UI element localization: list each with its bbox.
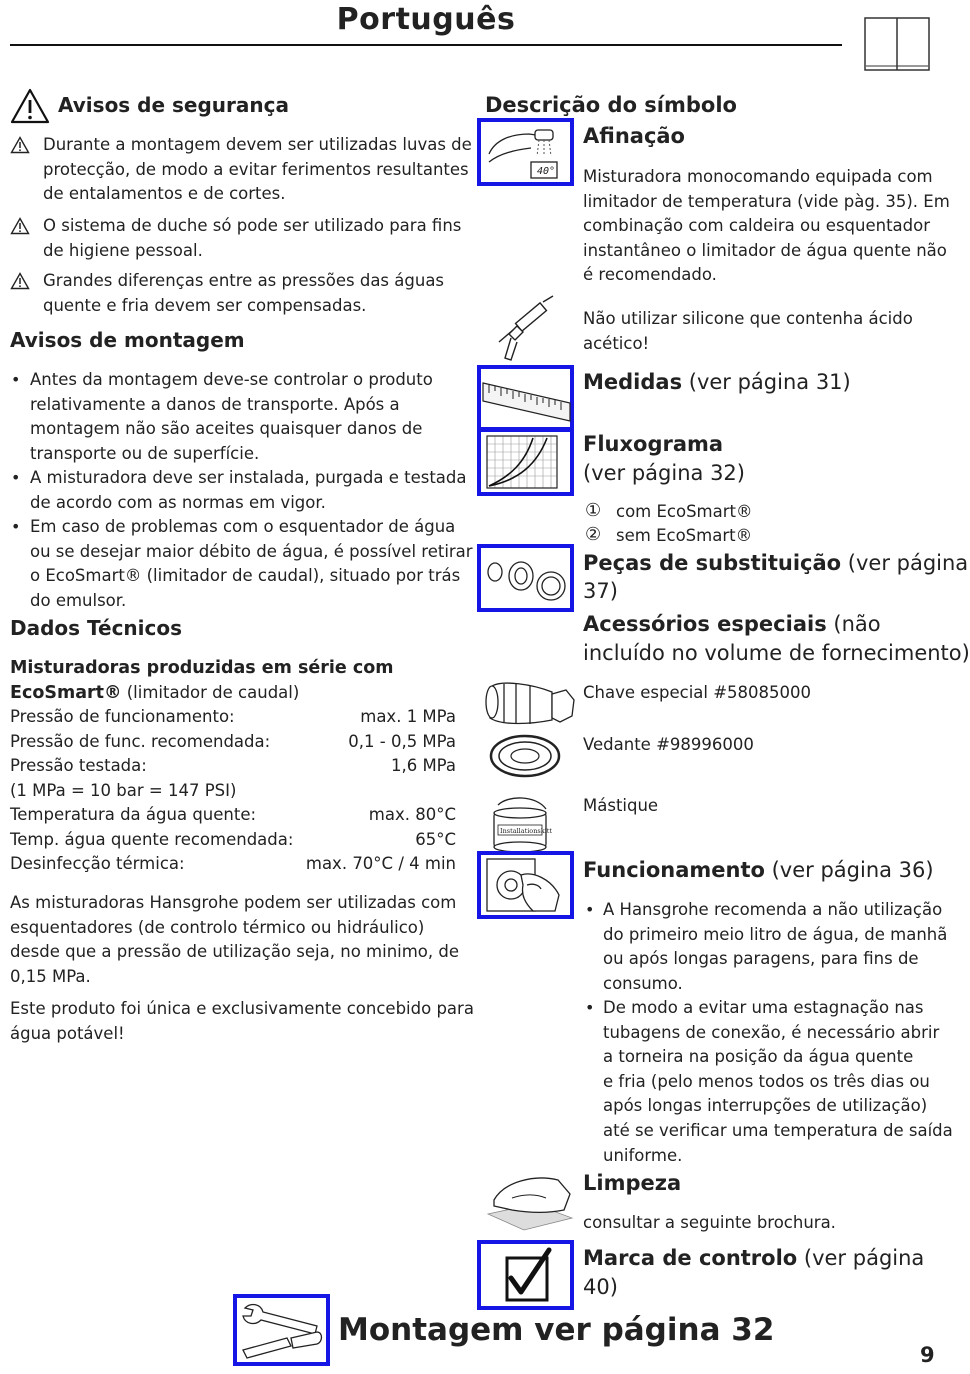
silicone-text: Não utilizar silicone que contenha ácido acético! (583, 309, 913, 353)
marca-ref: 40) (583, 1275, 618, 1299)
tech-title: Dados Técnicos (10, 616, 183, 640)
bullet: • (11, 517, 21, 536)
symbol-title: Descrição do símbolo (485, 93, 737, 117)
tech-row: Pressão de funcionamento: max. 1 MPa (10, 707, 456, 726)
pecas-ref: 37) (583, 579, 618, 603)
gasket-icon (488, 732, 562, 780)
bullet: • (585, 998, 595, 1017)
assembly-title: Avisos de montagem (10, 328, 245, 352)
tech-subtitle-line2: EcoSmart® (limitador de caudal) (10, 683, 300, 703)
safety-item: Durante a montagem devem ser utilizadas luvas de protecção, de modo a evitar ferimentos resultantes de entalamentos e de cortes. (43, 135, 472, 204)
potable-paragraph: Este produto foi única e exclusivamente concebido para água potável! (10, 999, 474, 1043)
special-key-icon (482, 676, 576, 732)
page-title: Português (336, 2, 516, 37)
vedante-text: Vedante #98996000 (583, 735, 754, 754)
bullet: • (585, 900, 595, 919)
tech-row: Temp. água quente recomendada: 65°C (10, 830, 456, 849)
afinacao-text: Misturadora monocomando equipada com limitador de temperatura (vide pàg. 35). Em combinação com caldeira ou esquentador instantâneo o limitador de água quente não é recomendado. (583, 167, 950, 285)
sealant-can-icon (488, 795, 552, 853)
assembly-item: A misturadora deve ser instalada, purgada e testada de acordo com as normas em vigor. (30, 468, 467, 512)
warning-icon (10, 88, 50, 124)
limpeza-title: Limpeza (583, 1171, 682, 1195)
warning-icon (10, 136, 30, 154)
tech-subtitle: Misturadoras produzidas em série com (10, 658, 394, 678)
marca-heading: Marca de controlo (ver página (583, 1246, 925, 1270)
fluxo-legend-2: sem EcoSmart® (616, 526, 753, 545)
limpeza-text: consultar a seguinte brochura. (583, 1213, 836, 1232)
tech-row: Desinfecção térmica: max. 70°C / 4 min (10, 854, 456, 873)
cleaning-hand-icon (484, 1170, 574, 1232)
tech-row: (1 MPa = 10 bar = 147 PSI) (10, 781, 237, 800)
mastique-text: Mástique (583, 796, 659, 815)
tech-row: Pressão de func. recomendada: 0,1 - 0,5 MPa (10, 732, 456, 751)
acess-heading: Acessórios especiais (não (583, 612, 881, 636)
tech-row: Pressão testada: 1,6 MPa (10, 756, 456, 775)
func-item: A Hansgrohe recomenda a não utilização do primeiro meio litro de água, de manhã ou após longas paragens, para fins de consumo. (603, 900, 948, 993)
safety-item: Grandes diferenças entre as pressões das águas quente e fria devem ser compensadas. (43, 271, 445, 315)
warning-icon (10, 217, 30, 235)
temperature-display: 40° (537, 166, 556, 177)
fluxo-ref: (ver página 32) (583, 461, 745, 485)
compat-paragraph: As misturadoras Hansgrohe podem ser utilizadas com esquentadores (de controlo térmico ou hidráulico) desde que a pressão de utilização seja, no minimo, de 0,15 MPa. (10, 893, 460, 986)
pecas-heading: Peças de substituição (ver página (583, 551, 969, 575)
checkmark-icon (477, 1240, 574, 1310)
medidas-heading: Medidas (ver página 31) (583, 370, 851, 394)
warning-icon (10, 272, 30, 290)
func-heading: Funcionamento (ver página 36) (583, 858, 934, 882)
temperature-adjust-icon (477, 118, 574, 186)
operation-icon (477, 851, 574, 919)
circled-one-icon: ① (585, 500, 602, 521)
fluxo-title: Fluxograma (583, 432, 724, 456)
bullet: • (11, 370, 21, 389)
acess-ref: incluído no volume de fornecimento) (583, 641, 970, 665)
assembly-item: Antes da montagem deve-se controlar o produto relativamente a danos de transporte. Após a montagem não são aceites quaisquer danos de transporte ou de superfície. (30, 370, 433, 463)
measurements-icon (477, 365, 574, 431)
header-rule (10, 44, 842, 46)
silicone-gun-icon (495, 296, 557, 366)
fluxo-legend-1: com EcoSmart® (616, 502, 753, 521)
chave-text: Chave especial #58085000 (583, 683, 812, 702)
book-icon (864, 16, 930, 72)
afinacao-title: Afinação (583, 124, 685, 148)
safety-title: Avisos de segurança (58, 93, 289, 117)
safety-item: O sistema de duche só pode ser utilizado para fins de higiene pessoal. (43, 216, 462, 260)
circled-two-icon: ② (585, 524, 602, 545)
spare-parts-icon (477, 544, 574, 612)
assembly-item: Em caso de problemas com o esquentador de água ou se desejar maior débito de água, é possível retirar o EcoSmart® (limitador de caudal), situado por trás do emulsor. (30, 517, 473, 610)
bullet: • (11, 468, 21, 487)
func-item: De modo a evitar uma estagnação nas tubagens de conexão, é necessário abrir a torneira na posição da água quente e fria (pelo menos todos os três dias ou após longas interrupções de utilização) até se verificar uma temperatura de saída uniforme. (603, 998, 953, 1165)
footer-title: Montagem ver página 32 (338, 1312, 775, 1348)
page-number: 9 (920, 1343, 935, 1367)
flow-chart-icon (477, 428, 574, 496)
can-label: Installationskitt (500, 827, 552, 835)
tools-icon (233, 1294, 330, 1366)
tech-row: Temperatura da água quente: max. 80°C (10, 805, 456, 824)
